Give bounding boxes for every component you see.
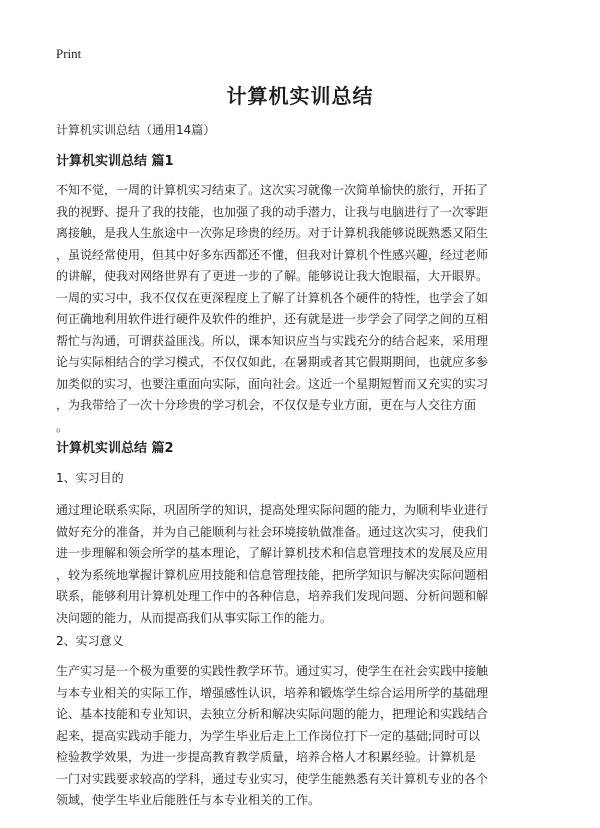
paragraph-line: ，较为系统地掌握计算机应用技能和信息管理技能，把所学知识与解决实际问题相	[56, 567, 489, 582]
subheading-purpose: 1、实习目的	[56, 471, 124, 485]
subheading-significance: 2、实习意义	[56, 634, 124, 648]
paragraph-line: 何正确地利用软件进行硬件及软件的维护，还有就是进一步学会了同学之间的互相	[56, 312, 489, 326]
paragraph-line: 加类似的实习，也要注重面向实际，面向社会。这近一个星期短暂而又充实的实习	[56, 376, 489, 391]
paragraph-line: 与本专业相关的实际工作，增强感性认识，培养和锻炼学生综合运用所学的基础理	[56, 685, 489, 700]
paragraph-line: 一周的实习中，我不仅仅在更深程度上了解了计算机各个硬件的特性，也学会了如	[56, 290, 489, 305]
paragraph-line: 领域，使学生毕业后能胜任与本专业相关的工作。	[56, 793, 321, 807]
paragraph-line: 生产实习是一个极为重要的实践性教学环节。通过实习，使学生在社会实践中接触	[56, 664, 489, 678]
paragraph-line: 通过理论联系实际，巩固所学的知识，提高处理实际问题的能力，为顺利毕业进行	[56, 503, 489, 517]
paragraph-line: ，虽说经常使用，但其中好多东西都还不懂，但我对计算机个性感兴趣，经过老师	[56, 247, 489, 262]
document-subtitle: 计算机实训总结（通用14篇）	[56, 123, 216, 137]
paragraph-line: 。	[56, 419, 69, 434]
significance-paragraph	[56, 661, 552, 812]
paragraph-line: 联系，能够利用计算机处理工作中的各种信息，培养我们发现问题、分析问题和解	[56, 589, 489, 603]
paragraph-line: 帮忙与沟通，可谓获益匪浅。所以，课本知识应当与实践充分的结合起来，采用理	[56, 333, 489, 348]
paragraph-line: 进一步理解和领会所学的基本理论，了解计算机技术和信息管理技术的发展及应用	[56, 546, 489, 560]
paragraph-line: 一门对实践要求较高的学科，通过专业实习，使学生能熟悉有关计算机专业的各个	[56, 771, 489, 786]
paragraph-line: 检验教学效果，为进一步提高教育教学质量，培养合格人才积累经验。计算机是	[56, 750, 477, 764]
print-link[interactable]: Print	[56, 46, 82, 61]
paragraph-line: 决问题的能力，从而提高我们从事实际工作的能力。	[56, 610, 333, 625]
paragraph-line: 论、基本技能和专业知识，去独立分析和解决实际问题的能力，把理论和实践结合	[56, 707, 489, 721]
page-title: 计算机实训总结	[226, 84, 374, 108]
section-1-paragraph	[56, 180, 552, 438]
paragraph-line: 起来，提高实践动手能力，为学生毕业后走上工作岗位打下一定的基础;同时可以	[56, 728, 481, 743]
paragraph-line: 的讲解，使我对网络世界有了更进一步的了解。能够说让我大饱眼福，大开眼界。	[56, 269, 489, 283]
section-heading-1: 计算机实训总结 篇1	[56, 154, 174, 169]
paragraph-line: ，为我带给了一次十分珍贵的学习机会，不仅仅是专业方面，更在与人交往方面	[56, 398, 477, 412]
purpose-paragraph	[56, 500, 552, 629]
paragraph-line: 论与实际相结合的学习模式，不仅仅如此，在暑期或者其它假期期间，也就应多参	[56, 355, 489, 369]
paragraph-line: 离接触，是我人生旅途中一次弥足珍贵的经历。对于计算机我能够说既熟悉又陌生	[56, 226, 489, 240]
paragraph-line: 做好充分的准备，并为自己能顺利与社会环境接轨做准备。通过这次实习，使我们	[56, 524, 489, 539]
section-heading-2: 计算机实训总结 篇2	[56, 441, 174, 456]
paragraph-line: 不知不觉，一周的计算机实习结束了。这次实习就像一次简单愉快的旅行，开拓了	[56, 183, 489, 197]
paragraph-line: 我的视野、提升了我的技能，也加强了我的动手潜力，让我与电脑进行了一次零距	[56, 204, 489, 219]
